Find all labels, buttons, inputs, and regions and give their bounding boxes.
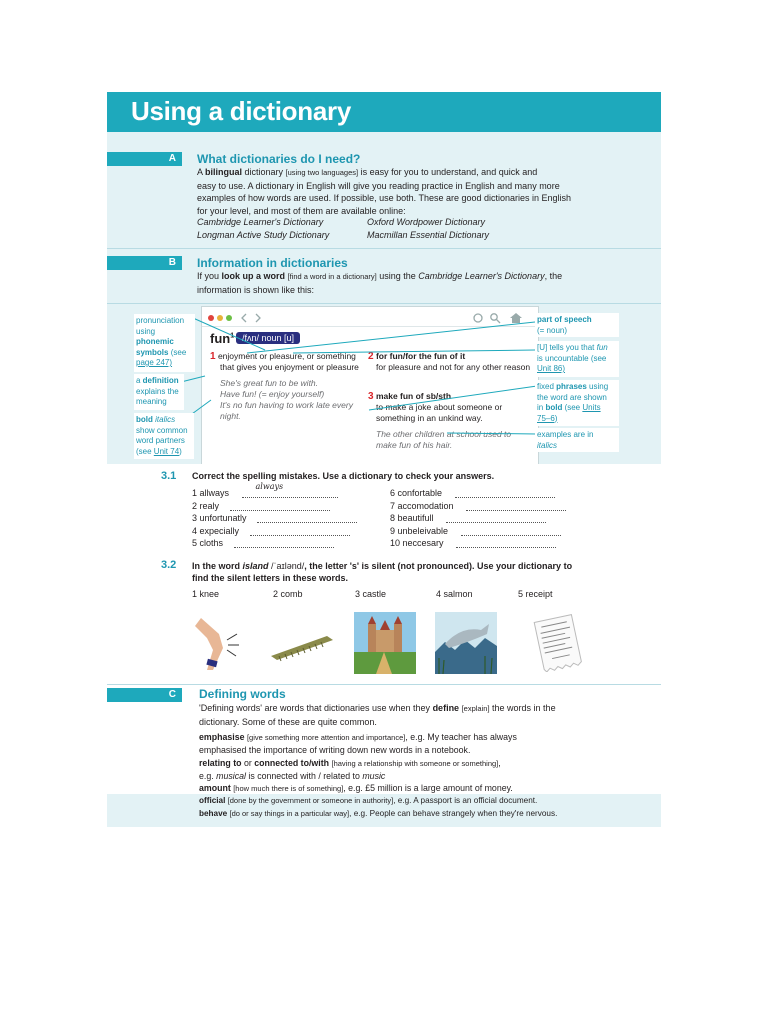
- answer-line[interactable]: [466, 501, 566, 511]
- exercise-3-1-item: 1 allways always: [192, 488, 338, 498]
- receipt-illustration: [527, 614, 589, 672]
- exercise-3-1-number: 3.1: [161, 470, 177, 482]
- castle-illustration: [354, 612, 416, 674]
- dictionary-oxford: Oxford Wordpower Dictionary: [367, 217, 486, 227]
- annotation-uncountable: [U] tells you that fun is uncountable (see Unit 86): [535, 341, 619, 377]
- exercise-3-1-item: 3 unfortunatly: [192, 513, 357, 523]
- annotation-pronunciation: pronunciation using phonemic symbols (see page 247): [134, 314, 195, 372]
- answer-line[interactable]: [456, 538, 556, 548]
- section-b-text: If you look up a word [find a word in a dictionary] using the Cambridge Learner's Dictionary, the information is shown like this:: [197, 271, 563, 295]
- answer-line[interactable]: [461, 526, 561, 536]
- comb-illustration: [267, 630, 337, 664]
- exercise-3-1-item: 5 cloths: [192, 538, 334, 548]
- exercise-3-2-instruction: In the word island /ˈaɪlənd/, the letter 's' is silent (not pronounced). Use your dictionary to find the silent letters in these words.: [192, 561, 573, 583]
- annotation-examples: examples are in italics: [535, 428, 619, 452]
- section-a-tab: A: [107, 152, 182, 166]
- answer-line[interactable]: [230, 501, 330, 511]
- salmon-illustration: [435, 612, 497, 674]
- answer-line[interactable]: [446, 513, 546, 523]
- annotation-definition: a definition explains the meaning: [134, 374, 184, 410]
- section-c-tab: C: [107, 688, 182, 702]
- sense-2: 2 for fun/for the fun of it for pleasure and not for any other reason: [368, 351, 531, 372]
- silent-word-3: 3 castle: [355, 589, 387, 599]
- answer-line[interactable]: [234, 538, 334, 548]
- pronunciation-badge: /fʌn/ noun [u]: [236, 332, 300, 344]
- headword: fun$^1$: [210, 331, 235, 346]
- dictionary-longman: Longman Active Study Dictionary: [197, 230, 330, 240]
- silent-word-1: 1 knee: [192, 589, 220, 599]
- exercise-3-1-item: 10 neccesary: [390, 538, 556, 548]
- silent-word-2: 2 comb: [273, 589, 303, 599]
- exercise-3-1-item: 7 accomodation: [390, 501, 566, 511]
- section-c-intro: 'Defining words' are words that dictionaries use when they define [explain] the words in the dictionary. Some of these are quite common.: [199, 703, 556, 727]
- answer-line[interactable]: [455, 488, 555, 498]
- dictionary-macmillan: Macmillan Essential Dictionary: [367, 230, 490, 240]
- section-b-tab: B: [107, 256, 182, 270]
- annotation-bold-italics: bold italics show common word partners (see Unit 74): [134, 413, 194, 459]
- exercise-3-1-item: 8 beautifull: [390, 513, 546, 523]
- exercise-3-2-number: 3.2: [161, 559, 177, 571]
- exercise-3-1-item: 9 unbeleivable: [390, 526, 561, 536]
- sense-3: 3 make fun of sb/sth to make a joke about someone or something in an unkind way. The other children at school used to make fun of his hair.: [368, 391, 512, 450]
- exercise-3-1-item: 6 confortable: [390, 488, 555, 498]
- section-a-heading: What dictionaries do I need?: [197, 152, 361, 166]
- page-title: Using a dictionary: [131, 96, 351, 126]
- knee-illustration: [193, 614, 243, 674]
- silent-word-4: 4 salmon: [436, 589, 473, 599]
- section-b-heading: Information in dictionaries: [197, 256, 348, 270]
- annotation-fixed-phrases: fixed phrases using the word are shown in bold (see Units 75–6): [535, 380, 619, 426]
- exercise-3-1-instruction: Correct the spelling mistakes. Use a dictionary to check your answers.: [192, 471, 495, 481]
- exercise-3-1-item: 2 realy: [192, 501, 330, 511]
- textbook-page: [107, 92, 661, 827]
- exercise-3-1-item: 4 expecially: [192, 526, 350, 536]
- answer-line[interactable]: [250, 526, 350, 536]
- sense-1: 1 enjoyment or pleasure, or something that gives you enjoyment or pleasure She's great fun to be with. Have fun! (= enjoy yourself) It's no fun having to work late every night.: [210, 351, 359, 421]
- annotation-part-of-speech: part of speech (= noun): [535, 313, 619, 337]
- section-a-text: A bilingual dictionary [using two languages] is easy for you to understand, and quick and easy to use. A dictionary in English will give you reading practice in English and many more examples of how words are used. If possible, use both. These are good dictionaries in English for your level, and most of them are available online:: [197, 167, 572, 216]
- section-c-heading: Defining words: [199, 687, 286, 701]
- dictionary-cambridge: Cambridge Learner's Dictionary: [197, 217, 324, 227]
- sample-answer: always: [255, 482, 284, 491]
- answer-line[interactable]: [257, 513, 357, 523]
- silent-word-5: 5 receipt: [518, 589, 553, 599]
- defining-words-list: emphasise [give something more attention and importance], e.g. My teacher has always emphasised the importance of writing down new words in a notebook. relating to or connected to/with [having a relationship with someone or something], e.g. musical is connected with / related to music amount [how much there is of something], e.g. £5 million is a large amount of money. official [done by the government or someone in authority], e.g. A passport is an official document. behave [do or say things in a particular way], e.g. People can behave strangely when they're nervous.: [199, 732, 558, 818]
- divider: [107, 684, 661, 685]
